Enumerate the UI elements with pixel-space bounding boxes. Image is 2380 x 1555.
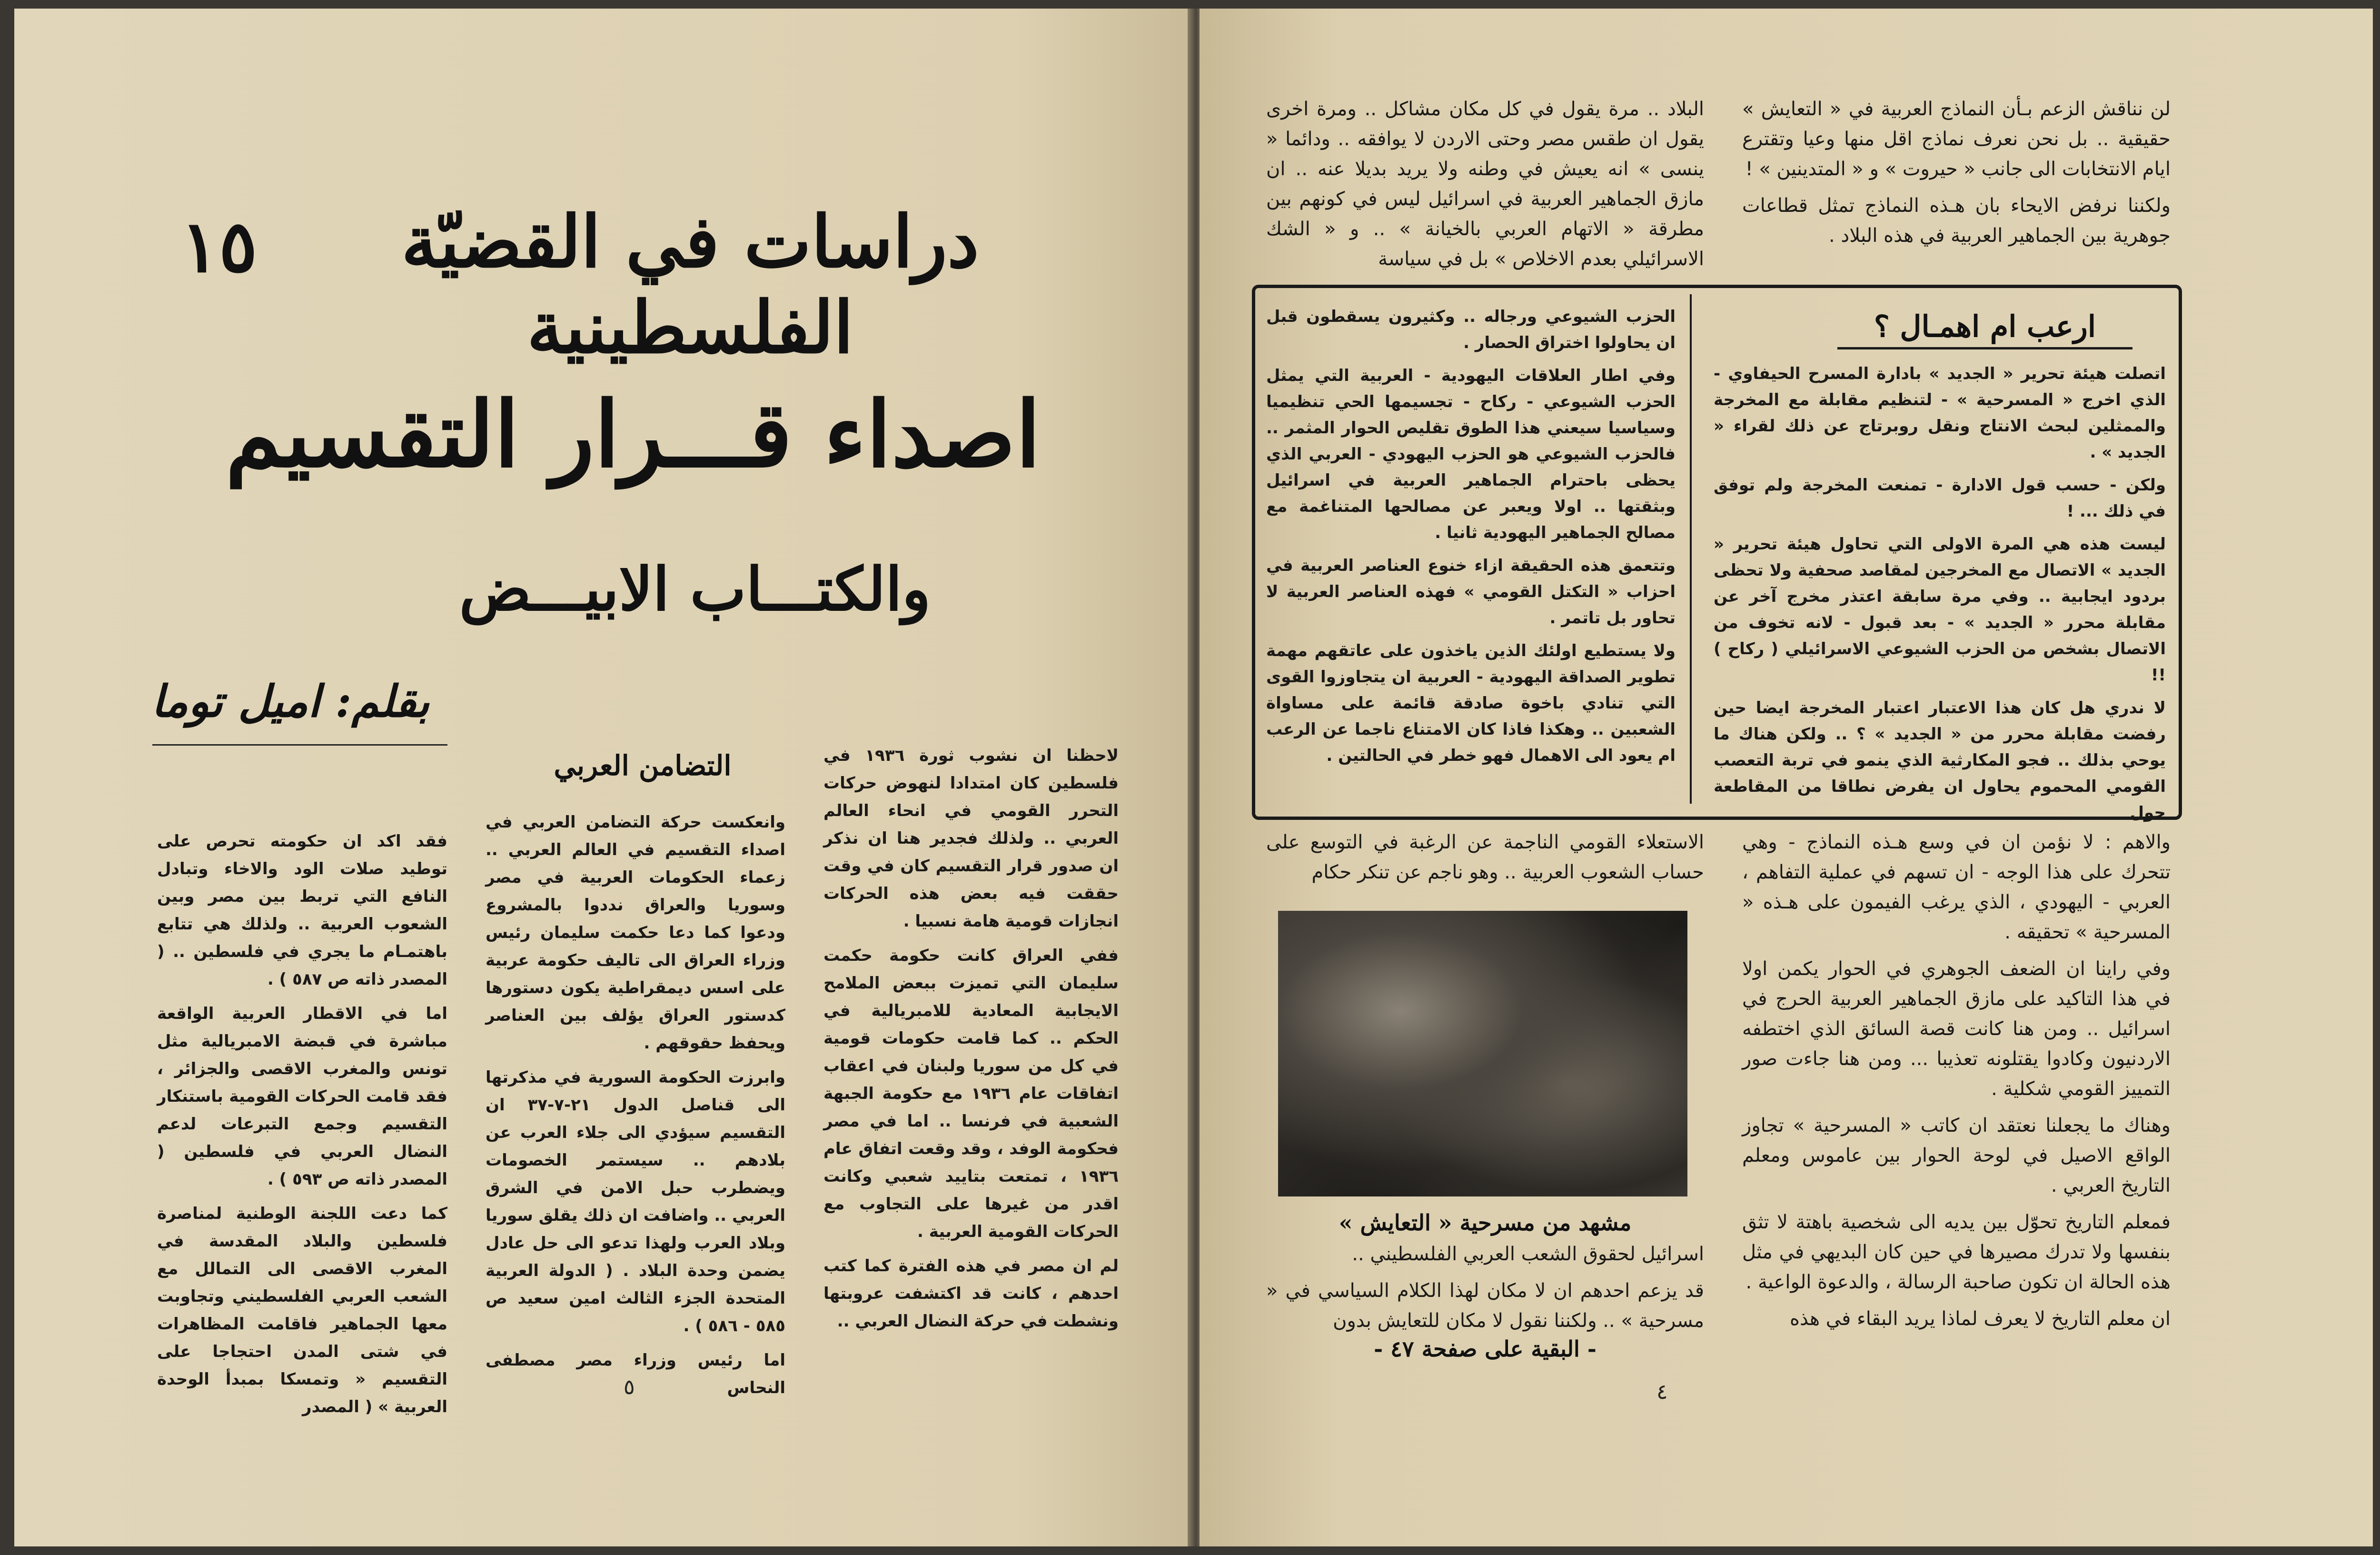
paragraph: كما دعت اللجنة الوطنية لمناصرة فلسطين والبلاد المقدسة في المغرب الاقصى الى التمالل مع الشعب العربي الفلسطيني وتجاوبت معها الجماهير فاقامت المظاهرات في شتى المدن احتجاجا على التقسيم « وتمسكا بمبدأ الوحدة العربية » ( المصدر [157,1204,447,1416]
paragraph: فقد اكد ان حكومته تحرص على توطيد صلات الود والاخاء وتبادل النافع التي تربط بين مصر وبين الشعوب العربية .. ولذلك هي تتابع باهتمـام ما يجري في فلسطين .. ( المصدر ذاته ص ٥٨٧ ) . [157,832,447,989]
top-col-right [1742,94,2171,258]
paragraph: الاستعلاء القومي الناجمة عن الرغبة في التوسع على حساب الشعوب العربية .. وهو ناجم عن تنكر حكام [1266,831,1704,883]
left-col-middle [486,808,785,1408]
paragraph: وهناك ما يجعلنا نعتقد ان كاتب « المسرحية » تجاوز الواقع الاصيل في لوحة الحوار بين عاموس ومعلم التاريخ العربي . [1742,1115,2171,1196]
paragraph: ان معلم التاريخ لا يعرف لماذا يريد البقاء في هذه [1790,1308,2171,1330]
bottom-col-right [1742,827,2171,1341]
paragraph: ففي العراق كانت حكومة حكمت سليمان التي تميزت ببعض الملامح الايجابية المعادية للامبريالية في الحكم .. كما قامت حكومات قومية في كل من سوريا ولبنان في اعقاب اتفاقات عام ١٩٣٦ مع حكومة الجبهة الشعبية في فرنسا .. اما في مصر فحكومة الوفد ، وقد وقعت اتفاق عام ١٩٣٦ ، تمتعت بتاييد شعبي وكانت اقدر من غيرها على التجاوب مع الحركات القومية العربية . [823,946,1119,1241]
paragraph: وفي راينا ان الضعف الجوهري في الحوار يكمن اولا في هذا التاكيد على مازق الجماهير العربية الحرج في اسرائيل .. ومن هنا كانت قصة السائق الذي اختطفه الاردنيون وكادوا يقتلونه تعذيبا ... ومن هنا جاءت صور التمييز القومي شكلية . [1742,958,2171,1100]
paragraph: البلاد .. مرة يقول في كل مكان مشاكل .. ومرة اخرى يقول ان طقس مصر وحتى الاردن لا يوافقه .. ودائما « ينسى » انه يعيش في وطنه ولا يريد بديلا عنه .. ان مازق الجماهير العربية في اسرائيل ليس في كونهم بين مطرقة « الاتهام العربي بالخيانة » .. و « الشك الاسرائيلي بعدم الاخلاص » بل في سياسة [1266,98,1704,270]
paragraph: ليست هذه هي المرة الاولى التي تحاول هيئة تحرير « الجديد » الاتصال مع المخرجين لمقاصد صحفية ولا تحظى بردود ايجابية .. وفي مرة سابقة اعتذر مخرج آخر عن مقابلة محرر « الجديد » - بعد قبول - لانه تخوف من الاتصال بشخص من الحزب الشيوعي الاسرائيلي ( ركاح ) !! [1714,535,2166,685]
box-title: ارعب ام اهمـال ؟ [1837,306,2132,349]
paragraph: لم ان مصر في هذه الفترة كما كتب احدهم ، كانت قد اكتشفت عروبتها ونشطت في حركة النضال العربي .. [823,1256,1119,1331]
continuation-note: - البقية على صفحة ٤٧ - [1374,1336,1597,1362]
paragraph: والاهم : لا نؤمن ان في وسع هـذه النماذج - وهي تتحرك على هذا الوجه - ان تسهم في عملية التفاهم ، العربي - اليهودي ، الذي يرغب الفيمون على هـذه « المسرحية » تحقيقه . [1742,831,2171,943]
subheadline: والكتـــاب الابيـــض [459,555,931,624]
page-number: ٤ [1656,1380,1668,1404]
paragraph: اما في الاقطار العربية الواقعة مباشرة في قبضة الامبريالية مثل تونس والمغرب الاقصى والجزائر ، فقد قامت الحركات القومية باستنكار التقسيم وجمع التبرعات لدعم النضال العربي في فلسطين ( المصدر ذاته ص ٥٩٣ ) . [157,1004,447,1189]
headline: اصداء قـــرار التقسيم [225,381,1041,488]
paragraph: وانعكست حركة التضامن العربي في اصداء التقسيم في العالم العربي .. زعماء الحكومات العربية في مصر وسوريا والعراق نددوا بالمشروع ودعوا كما دعا حكمت سليمان رئيس وزراء العراق الى تاليف حكومة عربية على اسس ديمقراطية يكون دستورها كدستور العراق يؤلف بين العناصر ويحفظ حقوقهم . [486,813,785,1053]
section-heading: التضامن العربي [554,749,732,782]
box-col-right [1714,361,2166,833]
bottom-col-left-top [1266,827,1704,894]
page-number: ٥ [624,1375,635,1399]
paragraph: فمعلم التاريخ تحوّل بين يديه الى شخصية باهتة لا تثق بنفسها ولا تدرك مصيرها في حين كان البديهي في مثل هذه الحالة ان تكون صاحبة الرسالة ، والدعوة الواعية . [1742,1211,2171,1293]
series-number: ١٥ [180,205,258,289]
left-col-right [157,827,447,1427]
paragraph: لن نناقش الزعم بـأن النماذج العربية في « التعايش » حقيقية .. بل نحن نعرف نماذج اقل منها وعيا وتقترع ايام الانتخابات الى جانب « حيروت » و « المتدينين » ! [1742,98,2171,180]
paragraph: الحزب الشيوعي ورجاله .. وكثيرون يسقطون قبل ان يحاولوا اختراق الحصار . [1266,307,1676,352]
box-col-left [1266,304,1676,776]
photo-caption: مشهد من مسرحية « التعايش » [1339,1210,1632,1236]
bottom-col-left-after [1266,1239,1704,1343]
byline: بقلم: اميل توما [151,676,430,727]
box-divider [1690,294,1692,804]
paragraph: اسرائيل لحقوق الشعب العربي الفلسطيني .. [1352,1243,1704,1265]
paragraph: لا ندري هل كان هذا الاعتبار اعتبار المخرجة ايضا حين رفضت مقابلة محرر من « الجديد » ؟ .. ولكن هناك ما يوحي بذلك .. فجو المكارثية الذي ينمو في تربة التعصب القومي المحموم يحاول ان يفرض نطاقا من المقاطعة حول [1714,698,2166,822]
play-scene-photo [1278,911,1687,1196]
paragraph: وتتعمق هذه الحقيقة ازاء خنوع العناصر العربية في احزاب « التكتل القومي » فهذه العناصر العربية لا تحاور بل تاتمر . [1266,556,1676,628]
right-page [1200,9,2373,1546]
paragraph: ولكن - حسب قول الادارة - تمنعت المخرجة ولم توفق في ذلك ... ! [1714,476,2166,521]
paragraph: لاحظنا ان نشوب ثورة ١٩٣٦ في فلسطين كان امتدادا لنهوض حركات التحرر القومي في انحاء العالم العربي .. ولذلك فجدير هنا ان نذكر ان صدور قرار التقسيم كان في وقت حققت فيه بعض هذه الحركات انجازات قومية هامة نسبيا . [823,746,1119,931]
paragraph: اما رئيس وزراء مصر مصطفى النحاس [486,1351,785,1397]
series-title: دراسات في القضيّة الفلسطينية [401,200,979,369]
paragraph: وابرزت الحكومة السورية في مذكرتها الى قناصل الدول ٢١-٧-٣٧ ان التقسيم سيؤدي الى جلاء العرب عن بلادهم .. سيستمر الخصومات ويضطرب حبل الامن في الشرق العربي .. واضافت ان ذلك يقلق سوريا وبلاد العرب ولهذا تدعو الى حل عادل يضمن وحدة البلاد . ( الدولة العربية المتحدة الجزء الثالث امين سعيد ص ٥٨٥ - ٥٨٦ ) . [486,1068,785,1336]
byline-rule [152,744,447,746]
top-col-left [1266,94,1704,281]
left-page [14,9,1190,1546]
paragraph: ولكننا نرفض الايحاء بان هـذه النماذج تمثل قطاعات جوهرية بين الجماهير العربية في هذه البلاد . [1742,195,2171,247]
paragraph: وفي اطار العلاقات اليهودية - العربية التي يمثل الحزب الشيوعي - ركاح - تجسيمها الحي تنظيميا وسياسيا سيعني هذا الطوق تقليص الحوار المثمر .. فالحزب الشيوعي هو الحزب اليهودي - العربي الذي يحظى باحترام الجماهير العربية في اسرائيل وبثقتها .. اولا ويعبر عن مصالحها المتناغمة مع مصالح الجماهير اليهودية ثانيا . [1266,366,1676,542]
paragraph: قد يزعم احدهم ان لا مكان لهذا الكلام السياسي في « مسرحية » .. ولكننا نقول لا مكان للتعايش بدون [1266,1280,1704,1332]
paragraph: ولا يستطيع اولئك الذين ياخذون على عاتقهم مهمة تطوير الصداقة اليهودية - العربية ان يتجاوزوا القوى التي تنادي باخوة صادقة قائمة على مساواة الشعبين .. وهكذا فاذا كان الامتناع ناجما عن الرعب ام يعود الى الاهمال فهو خطر في الحالتين . [1266,641,1676,765]
left-col-left [823,742,1119,1342]
paragraph: اتصلت هيئة تحرير « الجديد » بادارة المسرح الحيفاوي - الذي اخرج « المسرحية » - لتنظيم مقابلة مع المخرجة والممثلين لبحث الانتاج ونقل روبرتاج عن ذلك لقراء « الجديد » . [1714,364,2166,462]
